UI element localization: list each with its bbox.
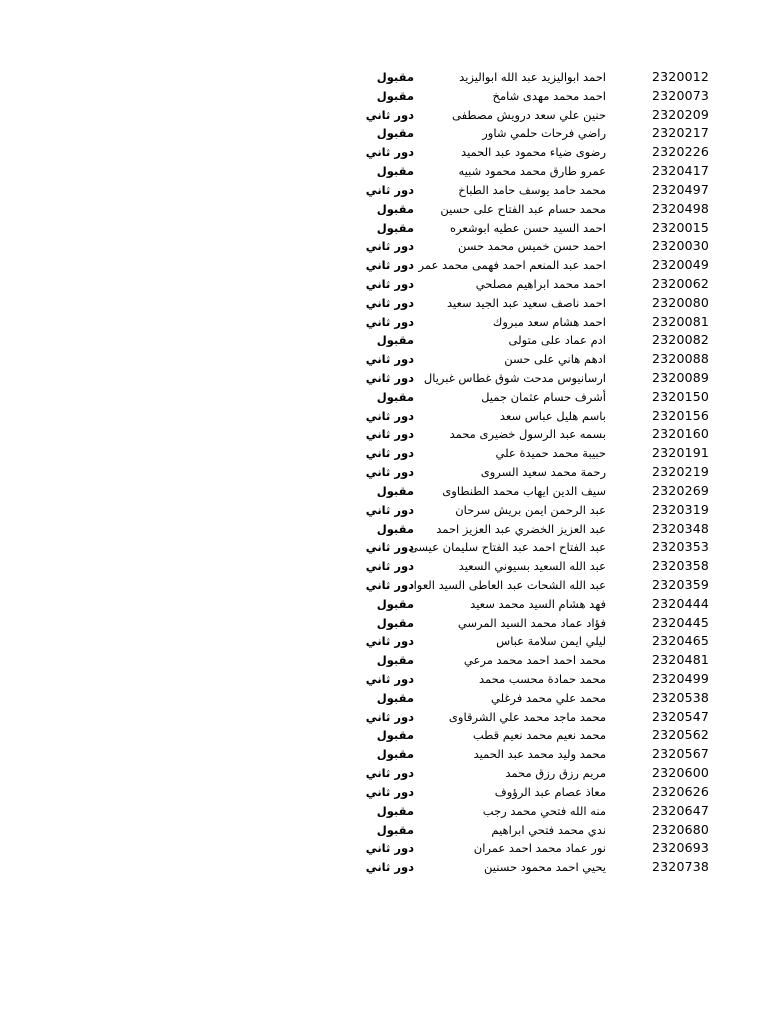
table-row (365, 708, 714, 727)
student-name: عمرو طارق محمد محمود شبيه (458, 164, 606, 179)
table-row (374, 651, 714, 670)
table-row (365, 444, 714, 463)
student-name: عبد الرحمن ايمن بريش سرحان (455, 502, 606, 517)
student-code: 2320088 (652, 351, 710, 367)
student-code: 2320465 (652, 633, 710, 649)
student-code: 2320073 (652, 87, 710, 103)
result-status: دور ثاني (365, 239, 414, 254)
result-status: دور ثاني (365, 427, 414, 442)
result-status: دور ثاني (365, 258, 414, 273)
results-table (365, 68, 714, 877)
result-status: دور ثاني (365, 314, 414, 329)
table-row (374, 388, 714, 407)
student-name: محمد وليد محمد عبد الحميد (473, 747, 606, 762)
student-code: 2320191 (652, 445, 710, 461)
result-status: دور ثاني (365, 446, 414, 461)
table-row (365, 294, 714, 313)
result-status: دور ثاني (365, 577, 414, 592)
table-row (374, 331, 714, 350)
result-status: دور ثاني (365, 465, 414, 480)
student-code: 2320647 (652, 802, 710, 818)
student-name: احمد محمد ابراهيم مصلحي (475, 276, 606, 291)
table-row (374, 726, 714, 745)
student-code: 2320226 (652, 144, 710, 160)
student-name: ادم عماد على متولى (508, 333, 606, 348)
result-status: مقبول (376, 220, 414, 235)
table-row (374, 520, 714, 539)
student-name: محمد حمادة محسب محمد (478, 672, 606, 686)
student-code: 2320498 (652, 200, 710, 216)
table-row (365, 632, 714, 651)
result-status: دور ثاني (365, 352, 414, 367)
result-status: دور ثاني (365, 784, 414, 799)
student-name: أشرف حسام عثمان جميل (481, 389, 606, 404)
table-row (374, 482, 714, 501)
student-name: محمد ماجد محمد علي الشرقاوى (448, 709, 606, 724)
student-code: 2320738 (652, 859, 710, 875)
result-status: دور ثاني (365, 841, 414, 856)
student-name: حنين علي سعد درويش مصطفى (452, 107, 606, 122)
student-name: نور عماد محمد احمد عمران (473, 841, 606, 856)
result-status: دور ثاني (365, 860, 414, 875)
table-row (374, 614, 714, 633)
result-status: دور ثاني (365, 182, 414, 197)
table-row (365, 369, 714, 388)
result-status: دور ثاني (365, 408, 414, 423)
table-row (365, 143, 714, 162)
table-row (365, 839, 714, 858)
student-code: 2320269 (652, 482, 710, 498)
table-row (374, 745, 714, 764)
table-row (365, 670, 714, 689)
student-code: 2320012 (652, 69, 710, 84)
table-row (365, 576, 714, 595)
result-status: مقبول (376, 521, 414, 536)
student-code: 2320600 (652, 765, 710, 781)
student-name: فهد هشام السيد محمد سعيد (470, 596, 606, 611)
table-row (374, 68, 714, 87)
student-name: عبد الله الشحات عبد العاطى السيد العواد (408, 577, 606, 592)
student-code: 2320693 (652, 840, 710, 856)
result-status: مقبول (376, 88, 414, 103)
table-row (374, 87, 714, 106)
table-row (374, 200, 714, 219)
student-code: 2320358 (652, 558, 710, 574)
student-code: 2320499 (652, 671, 710, 686)
student-code: 2320209 (652, 106, 710, 122)
result-status: مقبول (376, 690, 414, 705)
student-code: 2320417 (652, 163, 710, 179)
student-name: ارسانيوس مدحت شوق غطاس غبريال (423, 371, 606, 385)
student-name: سيف الدين ايهاب محمد الطنطاوى (442, 483, 606, 498)
table-row (365, 557, 714, 576)
student-name: فؤاد عماد محمد السيد المرسي (457, 615, 606, 630)
student-name: بسمه عبد الرسول خضيرى محمد (449, 427, 606, 442)
student-name: معاذ عصام عبد الرؤوف (494, 784, 606, 799)
student-name: عبد العزيز الخضري عبد العزيز احمد (436, 521, 606, 536)
student-name: باسم هليل عباس سعد (499, 408, 606, 423)
result-status: مقبول (376, 803, 414, 818)
result-status: دور ثاني (365, 559, 414, 574)
student-code: 2320538 (652, 689, 710, 705)
table-row (365, 256, 714, 275)
student-name: احمد السيد حسن عطيه ابوشعره (449, 220, 606, 235)
student-code: 2320547 (652, 708, 710, 724)
student-name: رضوى ضياء محمود عبد الحميد (461, 145, 606, 160)
result-status: دور ثاني (365, 295, 414, 310)
result-status: دور ثاني (365, 276, 414, 291)
student-name: منه الله فتحي محمد رجب (482, 803, 606, 818)
table-row (365, 764, 714, 783)
student-name: احمد عبد المنعم احمد فهمى محمد عمر (418, 258, 606, 273)
student-code: 2320497 (652, 181, 710, 197)
student-code: 2320081 (652, 313, 710, 329)
student-code: 2320562 (652, 727, 710, 743)
result-status: مقبول (376, 596, 414, 611)
result-status: دور ثاني (365, 107, 414, 122)
student-code: 2320680 (652, 821, 710, 837)
table-row (365, 275, 714, 294)
table-row (365, 858, 714, 877)
table-row (374, 802, 714, 821)
student-code: 2320444 (652, 595, 710, 611)
student-code: 2320481 (652, 652, 710, 668)
student-code: 2320080 (652, 294, 710, 310)
student-code: 2320030 (652, 238, 710, 254)
table-row (365, 350, 714, 369)
result-status: مقبول (376, 728, 414, 743)
table-row (374, 219, 714, 238)
student-name: راضي فرحات حلمي شاور (482, 126, 606, 141)
result-status: مقبول (376, 653, 414, 668)
student-name: رحمة محمد سعيد السروى (480, 465, 606, 480)
table-row (365, 237, 714, 256)
table-row (374, 595, 714, 614)
student-code: 2320348 (652, 520, 710, 536)
student-code: 2320217 (652, 125, 710, 141)
result-status: دور ثاني (365, 371, 414, 385)
student-name: احمد محمد مهدى شامخ (492, 88, 606, 103)
table-row (374, 689, 714, 708)
student-code: 2320160 (652, 426, 710, 442)
table-row (365, 313, 714, 332)
student-name: عبد الفتاح احمد عبد الفتاح سليمان عيسى (408, 540, 606, 555)
student-name: حبيبة محمد حميدة علي (495, 446, 606, 461)
result-status: مقبول (376, 483, 414, 498)
result-status: مقبول (376, 70, 414, 84)
student-code: 2320626 (652, 783, 710, 799)
table-row (365, 538, 714, 557)
student-code: 2320353 (652, 539, 710, 555)
result-status: مقبول (376, 126, 414, 141)
student-name: محمد نعيم محمد نعيم قطب (472, 728, 606, 743)
student-name: مريم رزق رزق محمد (505, 766, 606, 781)
result-status: دور ثاني (365, 672, 414, 686)
student-code: 2320567 (652, 746, 710, 762)
table-row (365, 783, 714, 802)
student-code: 2320049 (652, 257, 710, 273)
table-row (365, 501, 714, 520)
student-name: احمد حسن خميس محمد حسن (457, 239, 606, 254)
student-code: 2320319 (652, 501, 710, 517)
table-row (365, 463, 714, 482)
student-code: 2320082 (652, 332, 710, 348)
student-name: احمد هشام سعد مبروك (492, 314, 606, 329)
result-status: مقبول (376, 201, 414, 216)
result-status: دور ثاني (365, 502, 414, 517)
table-row (374, 821, 714, 840)
result-status: دور ثاني (365, 540, 414, 555)
student-name: احمد ابواليزيد عبد الله ابواليزيد (459, 70, 606, 84)
student-code: 2320359 (652, 576, 710, 592)
student-name: يحيي احمد محمود حسنين (484, 860, 606, 875)
student-code: 2320156 (652, 407, 710, 423)
student-name: احمد ناصف سعيد عبد الجيد سعيد (446, 295, 606, 310)
table-row (365, 425, 714, 444)
result-status: دور ثاني (365, 634, 414, 649)
table-row (374, 162, 714, 181)
student-name: محمد علي محمد فرغلي (490, 690, 606, 705)
table-row (365, 407, 714, 426)
table-row (365, 181, 714, 200)
result-status: مقبول (376, 389, 414, 404)
result-status: مقبول (376, 615, 414, 630)
student-name: محمد حامد يوسف حامد الطباخ (458, 182, 606, 197)
student-code: 2320062 (652, 275, 710, 291)
student-code: 2320015 (652, 219, 710, 235)
student-name: ادهم هاني على حسن (504, 352, 606, 367)
result-status: دور ثاني (365, 766, 414, 781)
result-status: دور ثاني (365, 709, 414, 724)
student-name: ندي محمد فتحي ابراهيم (491, 822, 606, 837)
student-name: محمد حسام عبد الفتاح على حسين (440, 201, 606, 216)
student-code: 2320445 (652, 614, 710, 630)
student-code: 2320219 (652, 464, 710, 480)
result-status: مقبول (376, 333, 414, 348)
table-row (365, 106, 714, 125)
result-status: مقبول (376, 747, 414, 762)
student-code: 2320089 (652, 370, 710, 385)
table-row (374, 124, 714, 143)
result-status: مقبول (376, 164, 414, 179)
student-name: محمد احمد احمد محمد مرعي (463, 653, 606, 668)
result-status: مقبول (376, 822, 414, 837)
student-code: 2320150 (652, 388, 710, 404)
student-name: ليلي ايمن سلامة عباس (496, 634, 606, 649)
student-name: عبد الله السعيد بسيوني السعيد (458, 559, 606, 574)
result-status: دور ثاني (365, 145, 414, 160)
